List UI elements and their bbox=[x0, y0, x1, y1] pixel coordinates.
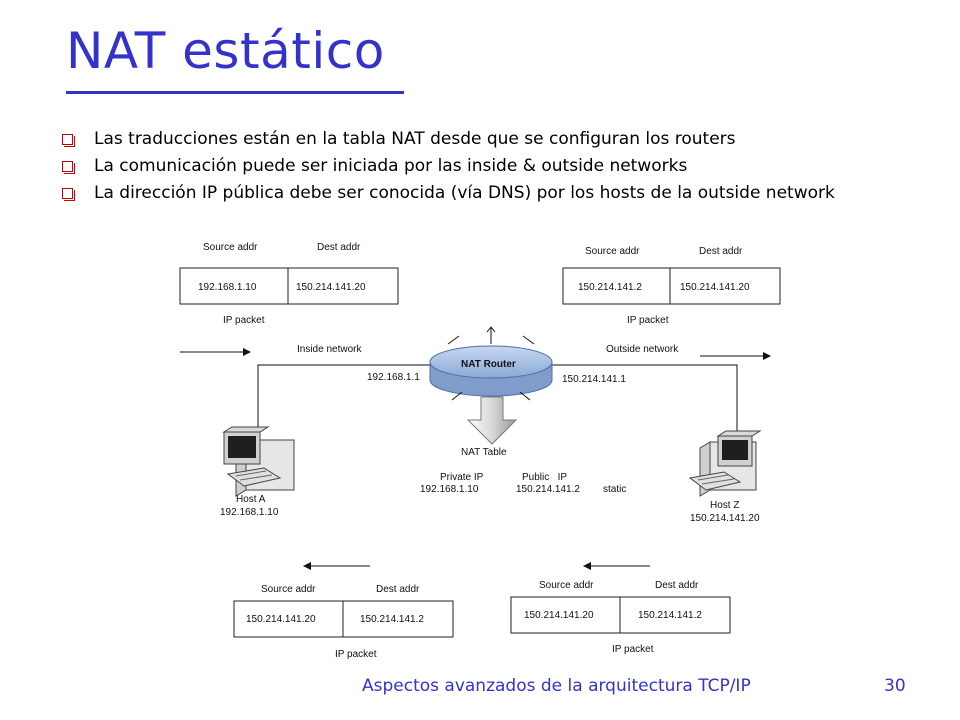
source-addr-value: 192.168.1.10 bbox=[198, 282, 257, 293]
dest-addr-header: Dest addr bbox=[317, 242, 361, 253]
router-outside-ip: 150.214.141.1 bbox=[562, 374, 626, 385]
dest-addr-header: Dest addr bbox=[655, 580, 699, 591]
nat-table-title: NAT Table bbox=[461, 447, 507, 458]
source-addr-value: 150.214.141.2 bbox=[578, 282, 642, 293]
host-z-computer-icon bbox=[690, 431, 760, 496]
source-addr-header: Source addr bbox=[585, 246, 640, 257]
host-a-computer-icon bbox=[224, 427, 294, 496]
outside-network-label: Outside network bbox=[606, 344, 679, 355]
nat-router bbox=[430, 327, 552, 400]
nat-col-private: Private IP bbox=[440, 472, 484, 483]
host-z-ip: 150.214.141.20 bbox=[690, 513, 760, 524]
ip-packet-caption: IP packet bbox=[627, 315, 669, 326]
bullet-text: Las traducciones están en la tabla NAT desde que se configuran los routers bbox=[94, 129, 736, 149]
host-z-name: Host Z bbox=[710, 500, 740, 511]
dest-addr-value: 150.214.141.20 bbox=[296, 282, 366, 293]
nat-col-public: Public IP bbox=[522, 472, 568, 483]
host-a-ip: 192.168.1.10 bbox=[220, 507, 279, 518]
bullet-text: La comunicación puede ser iniciada por las inside & outside networks bbox=[94, 156, 688, 176]
nat-public-ip: 150.214.141.2 bbox=[516, 484, 580, 495]
packet-top-right bbox=[563, 246, 780, 326]
nat-entry-type: static bbox=[603, 484, 627, 495]
dest-addr-value: 150.214.141.2 bbox=[638, 610, 702, 621]
dest-addr-value: 150.214.141.20 bbox=[680, 282, 750, 293]
slide-title: NAT estático bbox=[66, 22, 385, 80]
source-addr-header: Source addr bbox=[539, 580, 594, 591]
packet-bottom-right bbox=[511, 566, 730, 655]
source-addr-header: Source addr bbox=[203, 242, 258, 253]
packet-bottom-left bbox=[234, 566, 453, 660]
dest-addr-value: 150.214.141.2 bbox=[360, 614, 424, 625]
footer-text: Aspectos avanzados de la arquitectura TCP/IP bbox=[362, 676, 751, 696]
bullet-text: La dirección IP pública debe ser conocida (vía DNS) por los hosts de la outside network bbox=[94, 183, 835, 203]
ip-packet-caption: IP packet bbox=[223, 315, 265, 326]
dest-addr-header: Dest addr bbox=[699, 246, 743, 257]
packet-top-left bbox=[180, 242, 398, 326]
nat-table bbox=[420, 447, 626, 495]
nat-private-ip: 192.168.1.10 bbox=[420, 484, 479, 495]
source-addr-value: 150.214.141.20 bbox=[246, 614, 316, 625]
inside-network-label: Inside network bbox=[297, 344, 362, 355]
page-number: 30 bbox=[884, 676, 906, 696]
nat-table-arrow-icon bbox=[468, 397, 516, 444]
source-addr-value: 150.214.141.20 bbox=[524, 610, 594, 621]
source-addr-header: Source addr bbox=[261, 584, 316, 595]
router-label: NAT Router bbox=[461, 359, 516, 370]
ip-packet-caption: IP packet bbox=[612, 644, 654, 655]
dest-addr-header: Dest addr bbox=[376, 584, 420, 595]
host-a-name: Host A bbox=[236, 494, 266, 505]
router-inside-ip: 192.168.1.1 bbox=[367, 372, 420, 383]
ip-packet-caption: IP packet bbox=[335, 649, 377, 660]
